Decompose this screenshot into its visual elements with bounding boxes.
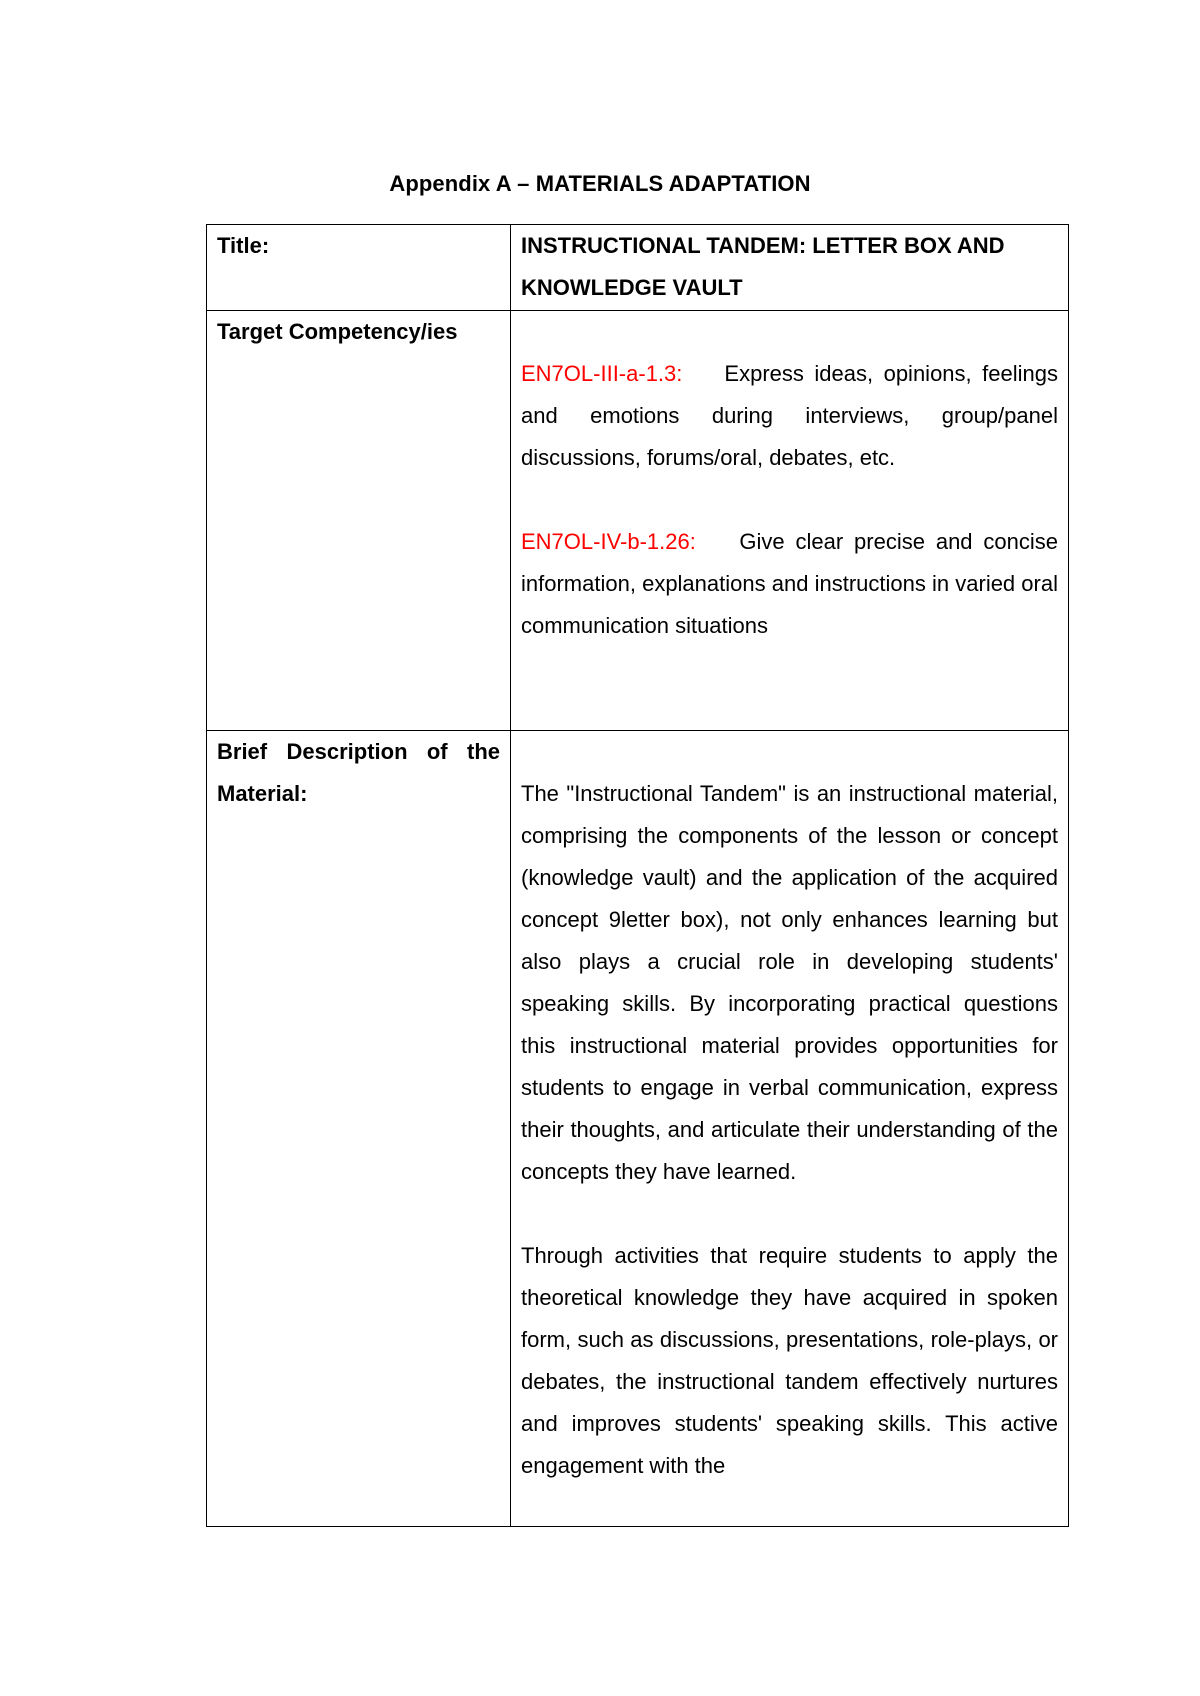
title-value: INSTRUCTIONAL TANDEM: LETTER BOX AND KNOWLEDGE VAULT	[521, 233, 1005, 300]
spacer	[521, 311, 1058, 353]
table-row-title	[207, 225, 1069, 311]
competency-cell	[511, 311, 1069, 731]
spacer	[521, 731, 1058, 773]
description-cell	[511, 731, 1069, 1527]
competency-code: EN7OL-III-a-1.3:	[521, 361, 683, 386]
competency-label: Target Competency/ies	[207, 311, 511, 731]
table-row-competency	[207, 311, 1069, 731]
spacer	[521, 1193, 1058, 1235]
table-row-description	[207, 731, 1069, 1527]
competency-text: Give clear precise and concise information, explanations and instructions in varied oral communication situations	[521, 529, 1059, 638]
title-cell	[511, 225, 1069, 311]
page-title: Appendix A – MATERIALS ADAPTATION	[389, 171, 811, 196]
competency-code: EN7OL-IV-b-1.26:	[521, 529, 696, 554]
title-label: Title:	[207, 225, 511, 311]
spacer	[521, 479, 1058, 521]
description-paragraph: The "Instructional Tandem" is an instructional material, comprising the components of the lesson or concept (knowledge vault) and the application of the acquired concept 9letter box), not only enhances learning but also plays a crucial role in developing students' speaking skills. By incorporating practical questions this instructional material provides opportunities for students to engage in verbal communication, express their thoughts, and articulate their understanding of the concepts they have learned.	[521, 781, 1058, 1184]
competency-item	[521, 521, 1058, 647]
materials-adaptation-table	[206, 224, 1069, 1527]
competency-text: Express ideas, opinions, feelings and emotions during interviews, group/panel discussions, forums/oral, debates, etc.	[521, 361, 1058, 470]
description-paragraph: Through activities that require students to apply the theoretical knowledge they have acquired in spoken form, such as discussions, presentations, role-plays, or debates, the instructional tandem effectively nurtures and improves students' speaking skills. This active engagement with the	[521, 1243, 1058, 1478]
description-label: Brief Description of the Material:	[207, 731, 511, 1527]
competency-item	[521, 353, 1058, 479]
